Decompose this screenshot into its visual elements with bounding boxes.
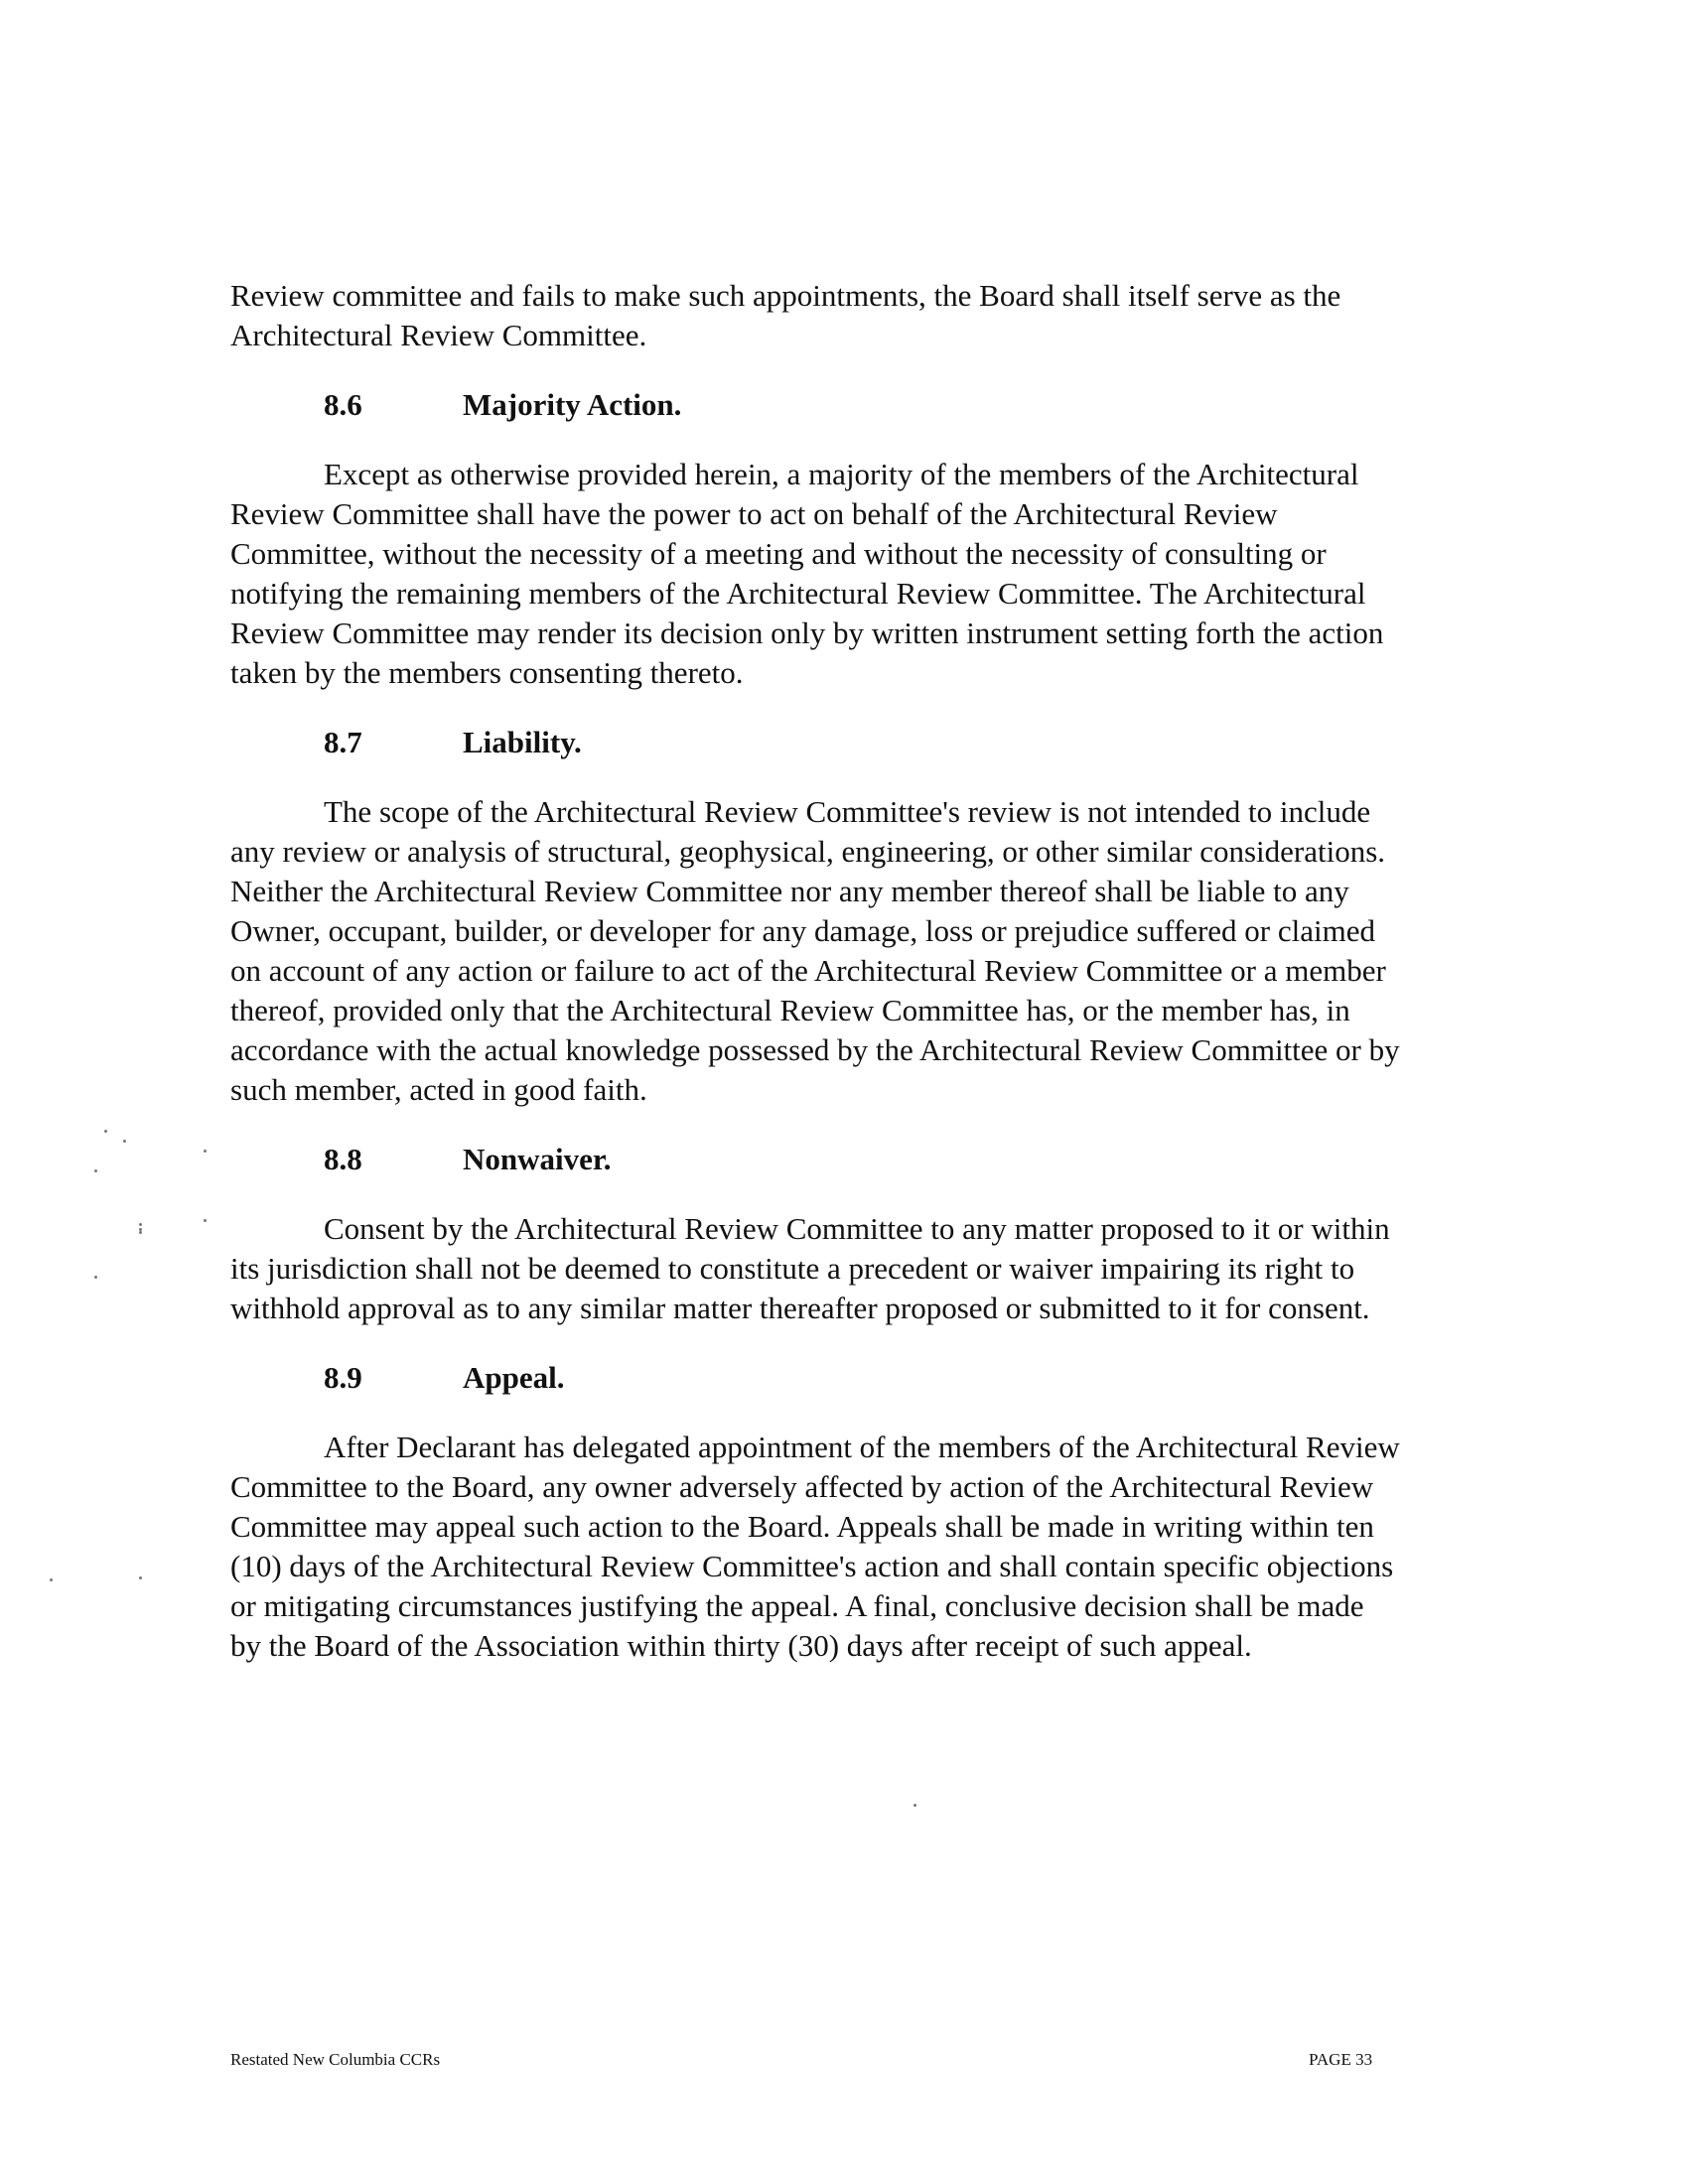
scan-speck <box>139 1231 142 1234</box>
scan-speck <box>94 1169 97 1172</box>
scan-speck <box>104 1130 107 1133</box>
section-heading <box>230 1140 1402 1179</box>
section-heading <box>230 723 1402 762</box>
section-number: 8.8 <box>324 1142 362 1176</box>
section-8-7 <box>230 723 1402 1110</box>
scan-speck <box>914 1804 916 1807</box>
section-heading <box>230 1358 1402 1398</box>
scan-speck <box>139 1576 142 1579</box>
section-number: 8.6 <box>324 387 362 422</box>
section-8-6 <box>230 385 1402 693</box>
section-number: 8.7 <box>324 725 362 759</box>
document-body <box>230 276 1402 1696</box>
section-8-9 <box>230 1358 1402 1666</box>
section-title: Liability. <box>463 725 582 759</box>
scan-speck <box>204 1150 207 1153</box>
section-body: Except as otherwise provided herein, a majority of the members of the Architectural Review Committee shall have the power to act on behalf of the Architectural Review Committee, without the necessity of a meeting and without the necessity of consulting or notifying the remaining members of the Architectural Review Committee. The Architectural Review Committee may render its decision only by written instrument setting forth the action taken by the members consenting thereto. <box>230 457 1384 690</box>
section-body: Consent by the Architectural Review Committee to any matter proposed to it or within its jurisdiction shall not be deemed to constitute a precedent or waiver impairing its right to withhold approval as to any similar matter thereafter proposed or submitted to it for consent. <box>230 1211 1390 1325</box>
scan-speck <box>139 1223 142 1226</box>
scan-speck <box>123 1140 126 1143</box>
section-title: Appeal. <box>463 1360 565 1395</box>
scan-speck <box>204 1219 207 1222</box>
scan-speck <box>50 1578 53 1581</box>
footer-document-title: Restated New Columbia CCRs <box>230 2050 441 2069</box>
scan-speck <box>94 1276 97 1279</box>
section-body: After Declarant has delegated appointment of the members of the Architectural Review Committee to the Board, any owner adversely affected by action of the Architectural Review Committee may appeal such action to the Board. Appeals shall be made in writing within ten (10) days of the Architectural Review Committee's action and shall contain specific objections or mitigating circumstances justifying the appeal. A final, conclusive decision shall be made by the Board of the Association within thirty (30) days after receipt of such appeal. <box>230 1430 1400 1663</box>
section-title: Majority Action. <box>463 387 682 422</box>
section-title: Nonwaiver. <box>463 1142 612 1176</box>
section-8-8 <box>230 1140 1402 1328</box>
section-body: The scope of the Architectural Review Committee's review is not intended to include any review or analysis of structural, geophysical, engineering, or other similar considerations. Neither the Architectural Review Committee nor any member thereof shall be liable to any Owner, occupant, builder, or developer for any damage, loss or prejudice suffered or claimed on account of any action or failure to act of the Architectural Review Committee or a member thereof, provided only that the Architectural Review Committee has, or the member has, in accordance with the actual knowledge possessed by the Architectural Review Committee or by such member, acted in good faith. <box>230 794 1400 1107</box>
continuation-paragraph: Review committee and fails to make such appointments, the Board shall itself serve as the Architectural Review Committee. <box>230 278 1341 352</box>
footer-page-number: PAGE 33 <box>1309 2050 1373 2069</box>
section-heading <box>230 385 1402 425</box>
section-number: 8.9 <box>324 1360 362 1395</box>
